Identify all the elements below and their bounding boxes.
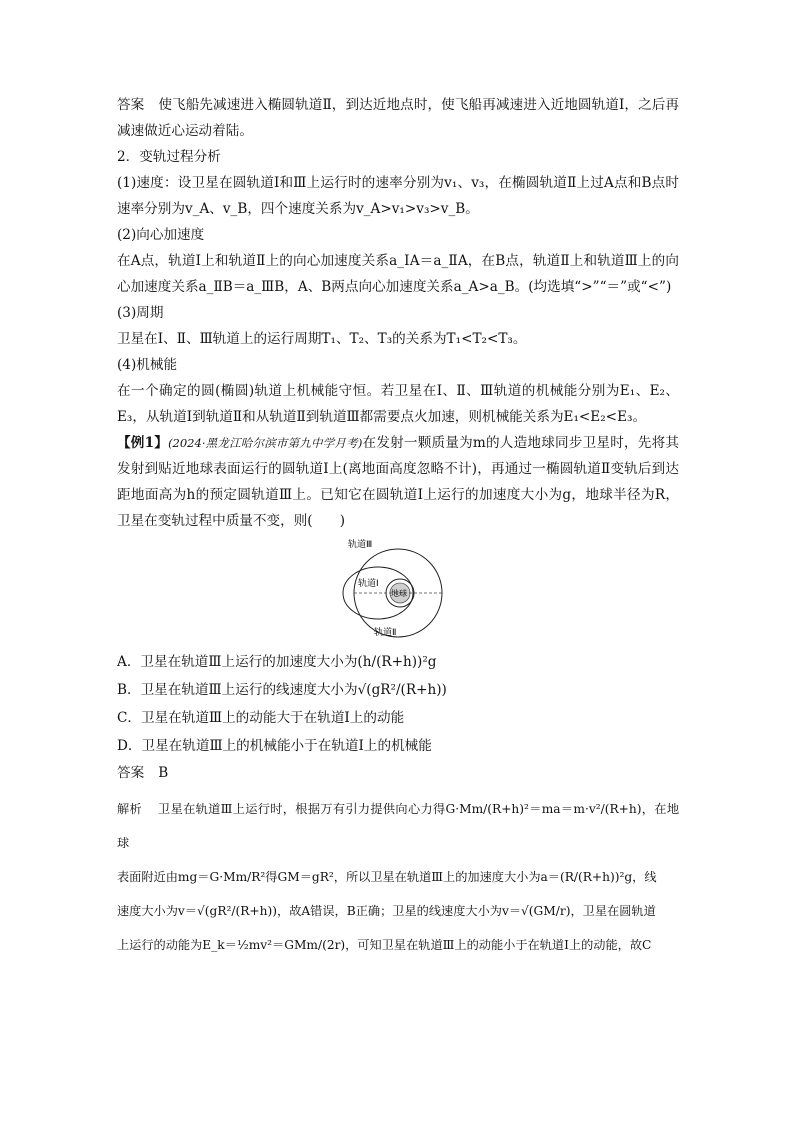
orbit-figure [338,538,458,642]
speed-text: 设卫星在圆轨道Ⅰ和Ⅲ上运行时的速率分别为v₁、v₃，在椭圆轨道Ⅱ上过A点和B点时速率分别为v_A、v_B，四个速度关系为v_A>v₁>v₃>v_B。 [117,175,679,217]
orbit3-label: 轨道Ⅲ [348,540,373,550]
example-question [117,430,679,534]
option-b: B．卫星在轨道Ⅲ上运行的线速度大小为√(gR²/(R+h)) [117,682,447,698]
energy-text: 在一个确定的圆(椭圆)轨道上机械能守恒。若卫星在Ⅰ、Ⅱ、Ⅲ轨道的机械能分别为E₁、E₂、E₃，从轨道Ⅰ到轨道Ⅱ和从轨道Ⅱ到轨道Ⅲ都需要点火加速，则机械能关系为E₁<E₂<E₃。 [117,383,679,425]
answer-intro [117,92,679,144]
analysis-line-2: 表面附近由mg＝G·Mm/R²得GM＝gR²，所以卫星在轨道Ⅲ上的加速度大小为a＝(R/(R+h))²g，线 [117,870,657,884]
answer-label: 答案 [117,765,145,781]
example-text: 在发射一颗质量为m的人造地球同步卫星时，先将其发射到贴近地球表面运行的圆轨道Ⅰ上(离地面高度忽略不计)，再通过一椭圆轨道Ⅱ变轨后到达距地面高为h的预定圆轨道Ⅲ上。已知它在圆轨道Ⅰ上运行的加速度大小为g，地球半径为R，卫星在变轨过程中质量不变，则( ) [117,435,679,529]
period-text: 卫星在Ⅰ、Ⅱ、Ⅲ轨道上的运行周期T₁、T₂、T₃的关系为T₁<T₂<T₃。 [117,331,527,347]
answer-intro-text: 使飞船先减速进入椭圆轨道Ⅱ，到达近地点时，使飞船再减速进入近地圆轨道Ⅰ，之后再减速做近心运动着陆。 [117,97,680,139]
speed-paragraph [117,170,679,222]
analysis-line-1 [117,792,679,860]
analysis-line-4: 上运行的动能为E_k＝½mv²＝GMm/(2r)，可知卫星在轨道Ⅲ上的动能小于在轨道Ⅰ上的动能，故C [117,938,652,952]
analysis-label: 解析 [117,802,143,816]
example-source: (2024·黑龙江哈尔滨市第九中学月考) [168,436,363,450]
analysis-block [117,792,679,962]
option-c: C．卫星在轨道Ⅲ上的动能大于在轨道Ⅰ上的动能 [117,710,405,726]
option-a: A．卫星在轨道Ⅲ上运行的加速度大小为(h/(R+h))²g [117,654,437,670]
orbit2-label: 轨道Ⅱ [374,628,397,638]
content-column [117,92,679,962]
energy-title: (4)机械能 [117,357,178,373]
orbit1-label: 轨道Ⅰ [358,579,379,589]
accel-text: 在A点，轨道Ⅰ上和轨道Ⅱ上的向心加速度关系a_ⅠA＝a_ⅡA，在B点，轨道Ⅱ上和轨道Ⅲ上的向心加速度关系a_ⅡB＝a_ⅢB，A、B两点向心加速度关系a_A>a_B。(均选填“>”“＝”或“<”) [117,253,679,295]
period-title: (3)周期 [117,305,164,321]
answer-value: B [158,765,169,781]
option-d: D．卫星在轨道Ⅲ上的机械能小于在轨道Ⅰ上的机械能 [117,738,432,754]
answer-line [117,760,679,786]
accel-title: (2)向心加速度 [117,227,205,243]
section-title: 2．变轨过程分析 [117,149,221,165]
example-tag: 【例1】 [117,435,169,451]
speed-title: (1)速度： [117,175,178,191]
answer-intro-label: 答案 [117,97,145,113]
earth-label: 地球 [391,589,407,598]
analysis-text-1: 卫星在轨道Ⅲ上运行时，根据万有引力提供向心力得G·Mm/(R+h)²＝ma＝m·v²/(R+h)，在地球 [117,802,680,850]
orbit-diagram [338,538,458,638]
analysis-line-3: 速度大小为v＝√(gR²/(R+h))，故A错误，B正确；卫星的线速度大小为v＝√(GM/r)，卫星在圆轨道 [117,904,656,918]
